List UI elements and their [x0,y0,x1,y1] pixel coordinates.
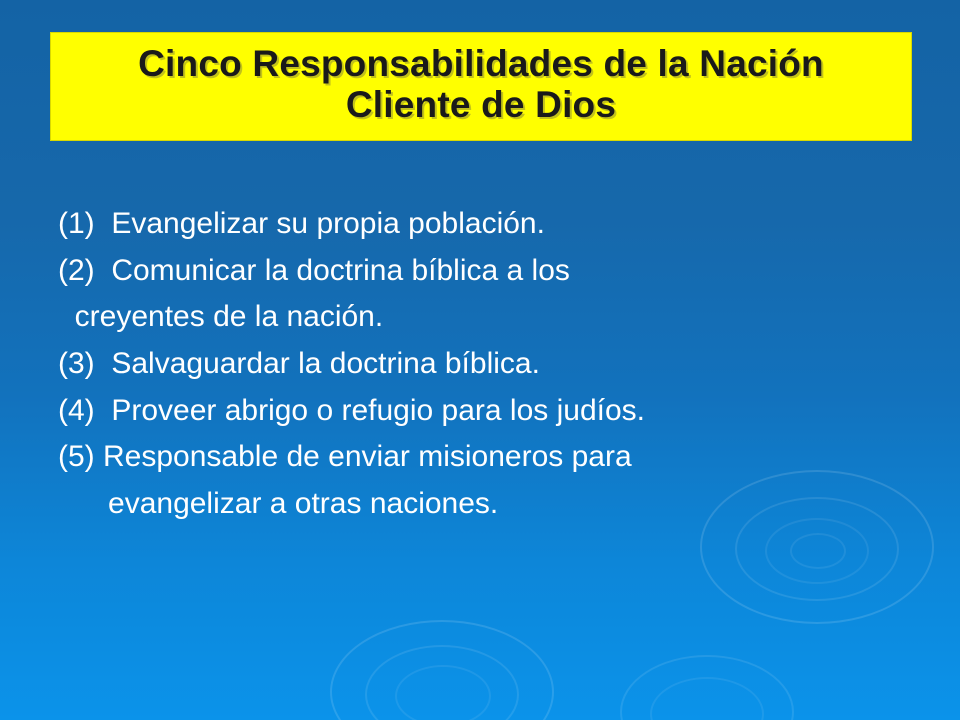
list-item: (4) Proveer abrigo o refugio para los judíos. [58,393,645,427]
list-item-continuation: evangelizar a otras naciones. [58,487,499,521]
decorative-ripple-ring [330,620,554,720]
list-item: (3) Salvaguardar la doctrina bíblica. [58,347,540,381]
decorative-ripple-ring [650,677,764,720]
slide-title-line-1: Cinco Responsabilidades de la Nación [138,43,824,84]
slide-title-box [50,32,912,141]
list-item: (1) Evangelizar su propia población. [58,207,545,240]
list-item-continuation: creyentes de la nación. [58,300,384,334]
decorative-ripple-ring [365,645,519,720]
decorative-ripple-ring [620,655,794,720]
list-item: (5) Responsable de enviar misioneros para [58,440,632,474]
decorative-ripple-ring [790,533,846,569]
slide-body-list [58,205,938,532]
slide-title-line-2: Cliente de Dios [345,84,617,126]
list-item: (2) Comunicar la doctrina bíblica a los [58,253,570,287]
decorative-ripple-ring [395,665,491,720]
